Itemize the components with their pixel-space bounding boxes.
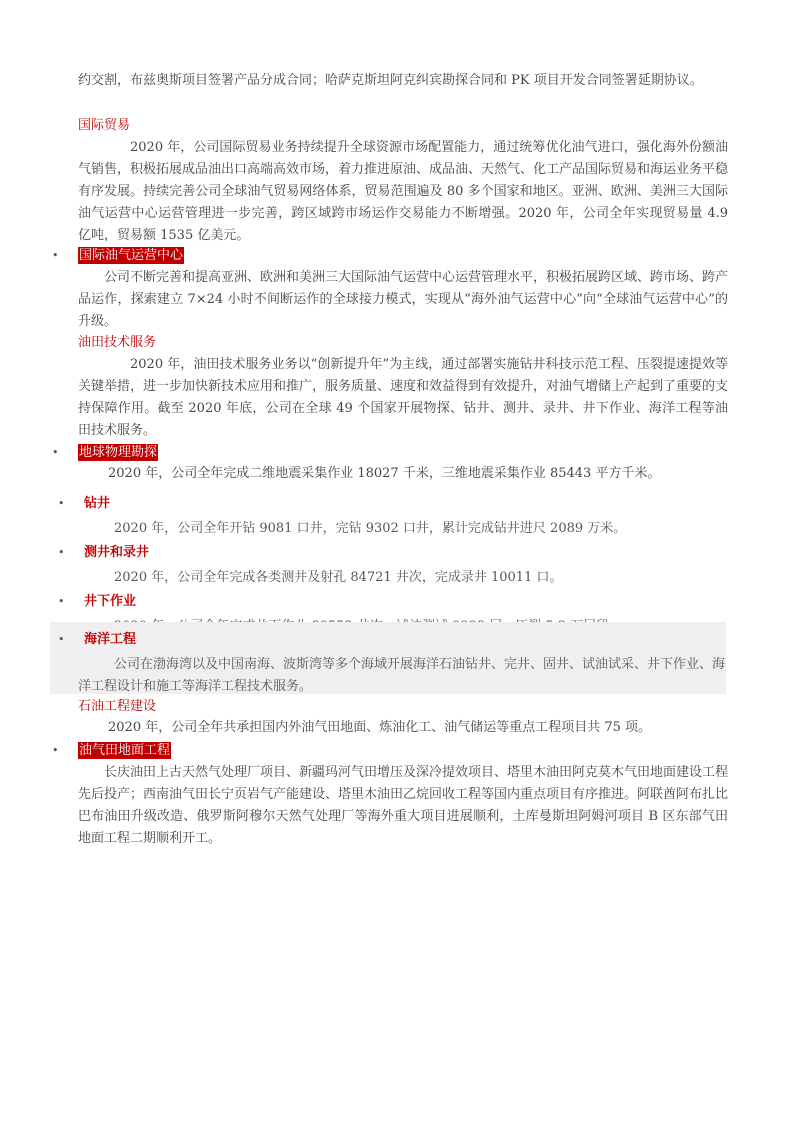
offshore-paragraph: 公司在渤海湾以及中国南海、波斯湾等多个海域开展海洋石油钻井、完井、固井、试油试采、井下作业、海洋工程设计和施工等海洋工程技术服务。	[78, 657, 726, 694]
bullet-marker: •	[58, 546, 65, 559]
bullet-marker: •	[52, 249, 59, 262]
intl-trade-paragraph: 2020 年，公司国际贸易业务持续提升全球资源市场配置能力，通过统筹优化油气进口，强化海外份额油气销售，积极拓展成品油出口高端高效市场，着力推进原油、成品油、天然气、化工产品国际贸易和海运业务平稳有序发展。持续完善公司全球油气贸易网络体系，贸易范围遍及 80 多个国家和地区。亚洲、欧洲、美洲三大国际油气运营中心运营管理进一步完善，跨区域跨市场运作交易能力不断增强。2020 年，公司全年实现贸易量 4.9 亿吨，贸易额 1535 亿美元。	[78, 140, 729, 243]
logging-paragraph: 2020 年，公司全年完成各类测井及射孔 84721 井次，完成录井 10011 口。	[114, 570, 563, 585]
heading-intl-trade: 国际贸易	[78, 118, 131, 133]
bullet-marker: •	[52, 744, 59, 757]
heading-petro-construction: 石油工程建设	[78, 699, 157, 714]
surface-eng-paragraph: 长庆油田上古天然气处理厂项目、新疆玛河气田增压及深冷提效项目、塔里木油田阿克莫木气田地面建设工程先后投产；西南油气田长宁页岩气产能建设、塔里木油田乙烷回收工程等国内重点项目有序推进。阿联酋阿布扎比巴布油田升级改造、俄罗斯阿穆尔天然气处理厂等海外重大项目进展顺利，土库曼斯坦阿姆河项目 B 区东部气田地面工程二期顺利开工。	[78, 765, 729, 846]
bullet-marker: •	[58, 633, 65, 646]
bullet-marker: •	[58, 595, 65, 608]
bullet-marker: •	[52, 446, 59, 459]
heading-logging: 测井和录井	[84, 545, 150, 560]
heading-surface-eng: 油气田地面工程	[79, 743, 171, 758]
intro-paragraph: 约交割，布兹奥斯项目签署产品分成合同；哈萨克斯坦阿克纠宾勘探合同和 PK 项目开发合同签署延期协议。	[78, 73, 703, 88]
heading-offshore: 海洋工程	[84, 632, 137, 647]
drilling-paragraph-clipped	[78, 518, 728, 536]
logging-paragraph-clipped	[78, 567, 728, 585]
petro-construction-paragraph: 2020 年，公司全年共承担国内外油气田地面、炼油化工、油气储运等重点工程项目共 75 项。	[108, 720, 652, 735]
oilfield-tech-paragraph: 2020 年，油田技术服务业务以“创新提升年”为主线，通过部署实施钻井科技示范工程、压裂提速提效等关键举措，进一步加快新技术应用和推广，服务质量、速度和效益得到有效提升，对油气增储上产起到了重要的支持保障作用。截至 2020 年底，公司在全球 49 个国家开展物探、钻井、测井、录井、井下作业、海洋工程等油田技术服务。	[78, 357, 729, 438]
bullet-marker: •	[58, 497, 65, 510]
heading-geophysics: 地球物理勘探	[79, 445, 158, 460]
heading-downhole: 井下作业	[84, 594, 137, 609]
drilling-paragraph: 2020 年，公司全年开钻 9081 口井，完钻 9302 口井，累计完成钻井进尺 2089 万米。	[114, 521, 627, 536]
heading-oilfield-tech: 油田技术服务	[78, 335, 157, 350]
ops-center-paragraph: 公司不断完善和提高亚洲、欧洲和美洲三大国际油气运营中心运营管理水平，积极拓展跨区域、跨市场、跨产品运作，探索建立 7×24 小时不间断运作的全球接力模式，实现从“海外油气运营中心”向“全球油气运营中心”的升级。	[78, 270, 729, 329]
heading-ops-center: 国际油气运营中心	[79, 248, 184, 263]
geophysics-paragraph: 2020 年，公司全年完成二维地震采集作业 18027 千米，三维地震采集作业 85443 平方千米。	[108, 466, 661, 481]
offshore-paragraph-clipped	[78, 654, 728, 694]
heading-drilling: 钻井	[84, 496, 111, 511]
